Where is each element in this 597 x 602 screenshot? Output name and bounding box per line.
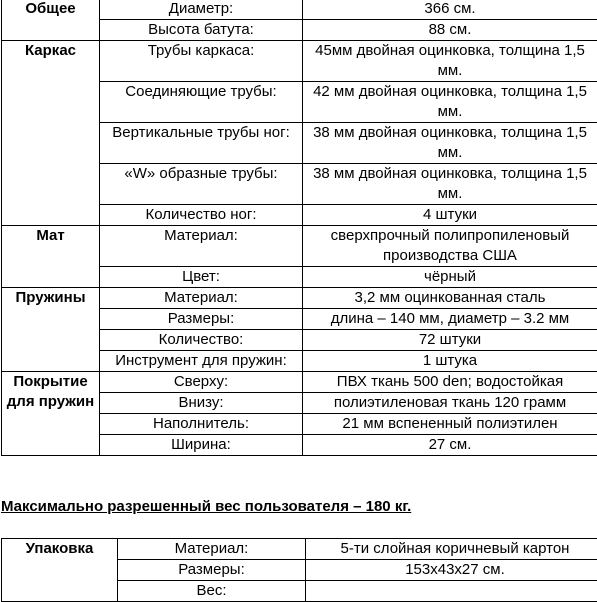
spec-label: «W» образные трубы:: [100, 164, 303, 205]
section-header: Каркас: [2, 41, 100, 226]
spec-label: Количество ног:: [100, 205, 303, 226]
spec-value: 38 мм двойная оцинковка, толщина 1,5 мм.: [303, 123, 597, 164]
spec-label: Материал:: [100, 288, 303, 309]
spec-label: Количество:: [100, 330, 303, 351]
table-row: [2, 539, 597, 560]
section-header: Мат: [2, 226, 100, 288]
spec-label: Сверху:: [100, 372, 303, 393]
spec-value: 27 см.: [303, 435, 597, 456]
spec-value: 42 мм двойная оцинковка, толщина 1,5 мм.: [303, 82, 597, 123]
spec-value: 5-ти слойная коричневый картон: [306, 539, 597, 560]
spec-label: Ширина:: [100, 435, 303, 456]
spec-value: 88 см.: [303, 20, 597, 41]
section-header: Покрытие для пружин: [2, 372, 100, 456]
spec-label: Соединяющие трубы:: [100, 82, 303, 123]
spec-label: Внизу:: [100, 393, 303, 414]
section-header: Общее: [2, 0, 100, 41]
spec-label: Размеры:: [100, 309, 303, 330]
spec-value: 3,2 мм оцинкованная сталь: [303, 288, 597, 309]
spec-label: Инструмент для пружин:: [100, 351, 303, 372]
table-row: [2, 226, 597, 267]
spec-label: Вес:: [118, 581, 306, 602]
spec-label: Материал:: [118, 539, 306, 560]
section-header: Упаковка: [2, 539, 118, 602]
spec-label: Наполнитель:: [100, 414, 303, 435]
section-header: Пружины: [2, 288, 100, 372]
spec-label: Вертикальные трубы ног:: [100, 123, 303, 164]
spec-value: 38 мм двойная оцинковка, толщина 1,5 мм.: [303, 164, 597, 205]
spec-label: Размеры:: [118, 560, 306, 581]
spec-value: полиэтиленовая ткань 120 грамм: [303, 393, 597, 414]
spec-label: Диаметр:: [100, 0, 303, 20]
packaging-table: [1, 538, 597, 602]
spec-label: Материал:: [100, 226, 303, 267]
spec-value: [306, 581, 597, 602]
spec-value: ПВХ ткань 500 den; водостойкая: [303, 372, 597, 393]
spec-value: длина – 140 мм, диаметр – 3.2 мм: [303, 309, 597, 330]
spec-label: Высота батута:: [100, 20, 303, 41]
spec-value: 366 см.: [303, 0, 597, 20]
specifications-table: [1, 0, 597, 456]
spec-label: Цвет:: [100, 267, 303, 288]
spec-label: Трубы каркаса:: [100, 41, 303, 82]
table-row: [2, 288, 597, 309]
spec-value: сверхпрочный полипропиленовый производства США: [303, 226, 597, 267]
table-row: [2, 372, 597, 393]
table-row: [2, 41, 597, 82]
spec-value: 45мм двойная оцинковка, толщина 1,5 мм.: [303, 41, 597, 82]
spec-value: 153x43x27 см.: [306, 560, 597, 581]
spec-value: 4 штуки: [303, 205, 597, 226]
spec-value: 1 штука: [303, 351, 597, 372]
max-weight-note: Максимально разрешенный вес пользователя – 180 кг.: [1, 497, 411, 517]
spec-value: чёрный: [303, 267, 597, 288]
table-row: [2, 0, 597, 20]
spec-value: 21 мм вспененный полиэтилен: [303, 414, 597, 435]
spec-value: 72 штуки: [303, 330, 597, 351]
